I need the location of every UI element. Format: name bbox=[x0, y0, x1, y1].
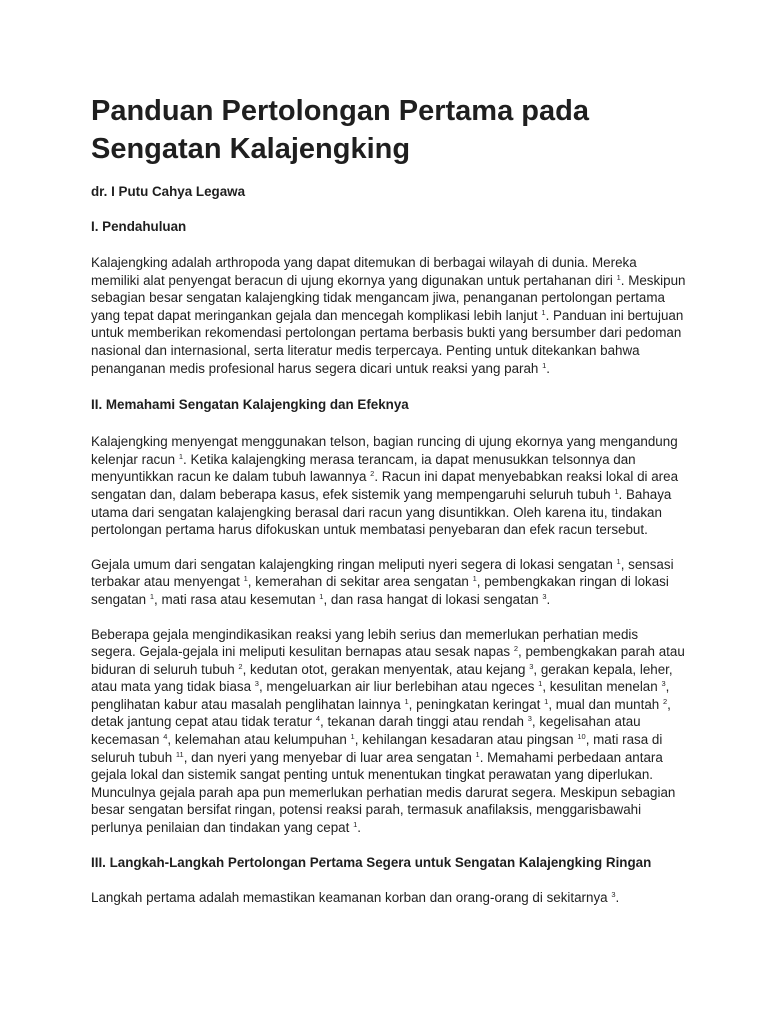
citation-marker: 3 bbox=[661, 679, 666, 689]
section-heading-2: II. Memahami Sengatan Kalajengking dan Efeknya bbox=[91, 397, 409, 413]
citation-marker: 3 bbox=[611, 889, 616, 899]
citation-marker: 1 bbox=[544, 696, 549, 706]
section-heading-1: I. Pendahuluan bbox=[91, 219, 187, 234]
citation-marker: 1 bbox=[538, 679, 543, 689]
paragraph: Kalajengking adalah arthropoda yang dapat ditemukan di berbagai wilayah di dunia. Mereka memiliki alat penyengat beracun di ujung ekornya yang digunakan untuk pertahanan diri $^1$. Meskipun sebagian besar sengatan kalajengking tidak mengancam jiwa, penanganan pertolongan pertama yang tepat dapat meringankan gejala dan mencegah komplikasi lebih lanjut $^1$. Panduan ini bertujuan untuk memberikan rekomendasi pertolongan pertama berbasis bukti yang bersumber dari pedoman nasional dan internasional, serta literatur medis terpercaya. Penting untuk ditekankan bahwa penanganan medis profesional harus segera dicari untuk reaksi yang parah $^1$. bbox=[91, 255, 686, 376]
citation-marker: 11 bbox=[175, 749, 184, 759]
citation-marker: 1 bbox=[404, 696, 409, 706]
citation-marker: 1 bbox=[541, 307, 546, 317]
citation-marker: 3 bbox=[527, 714, 532, 724]
paragraph: Gejala umum dari sengatan kalajengking ringan meliputi nyeri segera di lokasi sengatan $^1$, sensasi terbakar atau menyengat $^1$, kemerahan di sekitar area sengatan $^1$, pembengkakan ringan di lokasi sengatan $^1$, mati rasa atau kesemutan $^1$, dan rasa hangat di lokasi sengatan $^3$. bbox=[91, 556, 674, 607]
citation-marker: 1 bbox=[353, 820, 358, 830]
paragraph: Beberapa gejala mengindikasikan reaksi yang lebih serius dan memerlukan perhatian medis segera. Gejala-gejala ini meliputi kesulitan bernapas atau sesak napas $^2$, pembengkakan parah atau biduran di seluruh tubuh $^2$, kedutan otot, gerakan menyentak, atau kejang $^3$, gerakan kepala, leher, atau mata yang tidak biasa $^3$, mengeluarkan air liur berlebihan atau ngeces $^1$, kesulitan menelan $^3$, penglihatan kabur atau masalah penglihatan lainnya $^1$, peningkatan keringat $^1$, mual dan muntah $^2$, detak jantung cepat atau tidak teratur $^4$, tekanan darah tinggi atau rendah $^3$, kegelisahan atau kecemasan $^4$, kelemahan atau kelumpuhan $^1$, kehilangan kesadaran atau pingsan $^{10}$, mati rasa di seluruh tubuh $^{11}$, dan nyeri yang menyebar di luar area sengatan $^1$. Memahami perbedaan antara gejala lokal dan sistemik sangat penting untuk menentukan tingkat perawatan yang diperlukan. Munculnya gejala parah apa pun memerlukan perhatian medis darurat segera. Meskipun sebagian besar sengatan bersifat ringan, potensi reaksi parah, termasuk anafilaksis, menggarisbawahi perlunya penilaian dan tindakan yang cepat $^1$. bbox=[91, 626, 685, 836]
citation-marker: 2 bbox=[370, 469, 375, 479]
section-heading-3: III. Langkah-Langkah Pertolongan Pertama Segera untuk Sengatan Kalajengking Ringan bbox=[91, 854, 652, 870]
citation-marker: 3 bbox=[542, 591, 547, 601]
paragraph: Kalajengking menyengat menggunakan telson, bagian runcing di ujung ekornya yang mengandung kelenjar racun $^1$. Ketika kalajengking merasa terancam, ia dapat menusukkan telsonnya dan menyuntikkan racun ke dalam tubuh lawannya $^2$. Racun ini dapat menyebabkan reaksi lokal di area sengatan dan, dalam beberapa kasus, efek sistemik yang mempengaruhi seluruh tubuh $^1$. Bahaya utama dari sengatan kalajengking berasal dari racun yang disuntikkan. Oleh karena itu, tindakan pertolongan pertama harus difokuskan untuk membatasi penyebaran dan efek racun tersebut. bbox=[91, 434, 679, 538]
author-line: dr. I Putu Cahya Legawa bbox=[91, 184, 246, 199]
citation-marker: 3 bbox=[529, 661, 534, 671]
citation-marker: 1 bbox=[614, 486, 619, 496]
citation-marker: 1 bbox=[616, 556, 621, 566]
citation-marker: 10 bbox=[577, 732, 586, 742]
citation-marker: 4 bbox=[163, 732, 168, 742]
citation-marker: 1 bbox=[319, 591, 324, 601]
citation-marker: 1 bbox=[542, 360, 547, 370]
citation-marker: 2 bbox=[513, 644, 518, 654]
citation-marker: 1 bbox=[472, 574, 477, 584]
citation-marker: 1 bbox=[149, 591, 155, 601]
citation-marker: 3 bbox=[254, 679, 259, 689]
citation-marker: 2 bbox=[238, 661, 243, 671]
citation-marker: 1 bbox=[243, 574, 248, 584]
citation-marker: 1 bbox=[350, 732, 355, 742]
citation-marker: 2 bbox=[662, 696, 668, 706]
citation-marker: 1 bbox=[178, 451, 184, 461]
citation-marker: 1 bbox=[475, 749, 480, 759]
citation-marker: 4 bbox=[315, 714, 321, 724]
paragraph: Langkah pertama adalah memastikan keamanan korban dan orang-orang di sekitarnya $^3$. bbox=[91, 889, 620, 905]
document-title: Panduan Pertolongan Pertama pada Sengatan Kalajengking bbox=[91, 95, 589, 165]
citation-marker: 1 bbox=[616, 272, 621, 282]
